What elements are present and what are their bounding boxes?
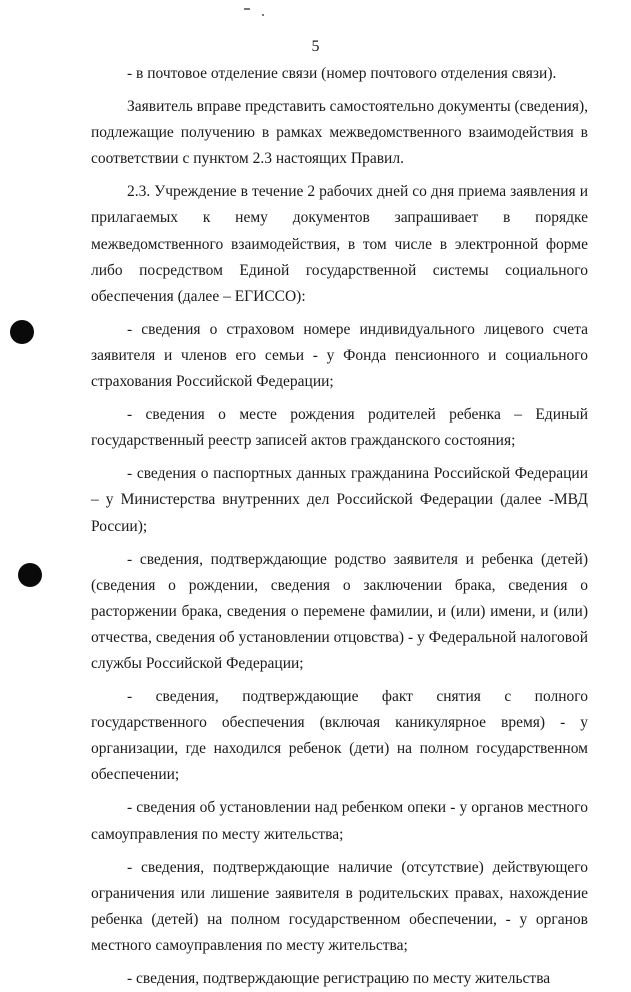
paragraph-applicant-right: Заявитель вправе представить самостоятельно документы (сведения), подлежащие получению в рамках межведомственного взаимодействия в соответствии с пунктом 2.3 настоящих Правил. [91,98,588,168]
list-item-passport: - сведения о паспортных данных гражданина Российской Федерации – у Министерства внутренних дел Российской Федерации (далее -МВД России); [91,465,588,535]
list-item-parental-rights: - сведения, подтверждающие наличие (отсутствие) действующего ограничения или лишение заявителя в родительских правах, нахождение ребенка (детей) на полном государственном обеспечении, - у органов местного самоуправления по месту жительства; [91,858,588,954]
list-item-state-support: - сведения, подтверждающие факт снятия с полного государственного обеспечения (включая каникулярное время) - у организации, где находился ребенок (дети) на полном государственном обеспечении; [91,688,588,784]
punch-hole [10,320,34,344]
list-item-guardianship: - сведения об установлении над ребенком опеки - у органов местного самоуправления по месту жительства; [91,799,588,843]
list-item-kinship: - сведения, подтверждающие родство заявителя и ребенка (детей) (сведения о рождении, сведения о заключении брака, сведения о расторжении брака, сведения о перемене фамилии, и (или) имени, и (или) отчества, сведения об установлении отцовства) - у Федеральной налоговой службы Российской Федерации; [91,550,588,672]
list-item-snils: - сведения о страховом номере индивидуального лицевого счета заявителя и членов его семьи - у Фонда пенсионного и социального страхования Российской Федерации; [91,320,588,391]
document-body [91,61,588,992]
punch-hole [18,563,42,587]
list-item-registration: - сведения, подтверждающие регистрацию по месту жительства [127,970,551,987]
list-item-birthplace: - сведения о месте рождения родителей ребенка – Единый государственный реестр записей актов гражданского состояния; [91,406,588,450]
page-number: 5 [311,38,320,55]
paragraph-postal-office: - в почтовое отделение связи (номер почтового отделения связи). [127,65,557,82]
paragraph-section-2-3: 2.3. Учреждение в течение 2 рабочих дней со дня приема заявления и прилагаемых к нему документов запрашивает в порядке межведомственного взаимодействия, в том числе в электронной форме либо посредством Единой государственной системы социального обеспечения (далее – ЕГИССО): [91,183,588,305]
scan-speck [262,14,264,16]
scan-speck [244,8,250,10]
